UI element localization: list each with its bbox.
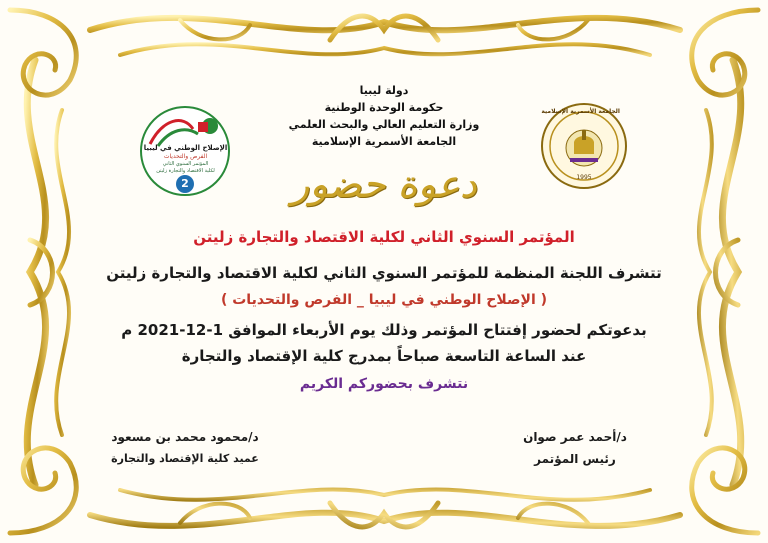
body-line-4: عند الساعة التاسعة صباحاً بمدرج كلية الإقتصاد والتجارة [181,347,587,365]
conference-logo-line3: المؤتمر السنوي الثاني [162,161,209,167]
signature-right-title: رئيس المؤتمر [534,452,616,466]
header-university: الجامعة الأسمرية الإسلامية [311,135,457,148]
header-country: دولة ليبيا [359,84,409,97]
body-line-3: بدعوتكم لحضور إفتتاح المؤتمر وذلك يوم الأربعاء الموافق 1-12-2021 م [121,321,647,339]
conference-theme: ( الإصلاح الوطني في ليبيا _ الفرص والتحديات ) [220,292,548,308]
conference-logo-title: الإصلاح الوطني في ليبيا [143,144,228,152]
header-government: حكومة الوحدة الوطنية [324,101,444,114]
body-line-1: تتشرف اللجنة المنظمة للمؤتمر السنوي الثاني لكلية الاقتصاد والتجارة زليتن [106,264,662,282]
conference-title: المؤتمر السنوي الثاني لكلية الاقتصاد والتجارة زليتن [193,228,575,246]
header-ministry: وزارة التعليم العالي والبحث العلمي [288,118,480,131]
conference-logo-subtitle: الفرص والتحديات [163,153,208,160]
university-seal-arc-text: الجامعة الأسمرية الإسلامية [541,108,620,115]
closing-line: نتشرف بحضوركم الكريم [299,376,469,392]
top-border [90,16,680,55]
conference-logo-number: 2 [181,177,189,190]
invitation-word: دعوة حضور [291,162,477,206]
signature-left-title: عميد كلية الإقتصاد والتجارة [111,452,259,465]
bottom-border [90,489,680,526]
conference-logo-line4: لكلية الاقتصاد والتجارة زليتن [156,168,215,174]
signature-right-name: د/أحمد عمر صوان [523,430,627,444]
university-seal-year: 1995 [576,174,592,181]
signature-left-name: د/محمود محمد بن مسعود [111,430,259,444]
